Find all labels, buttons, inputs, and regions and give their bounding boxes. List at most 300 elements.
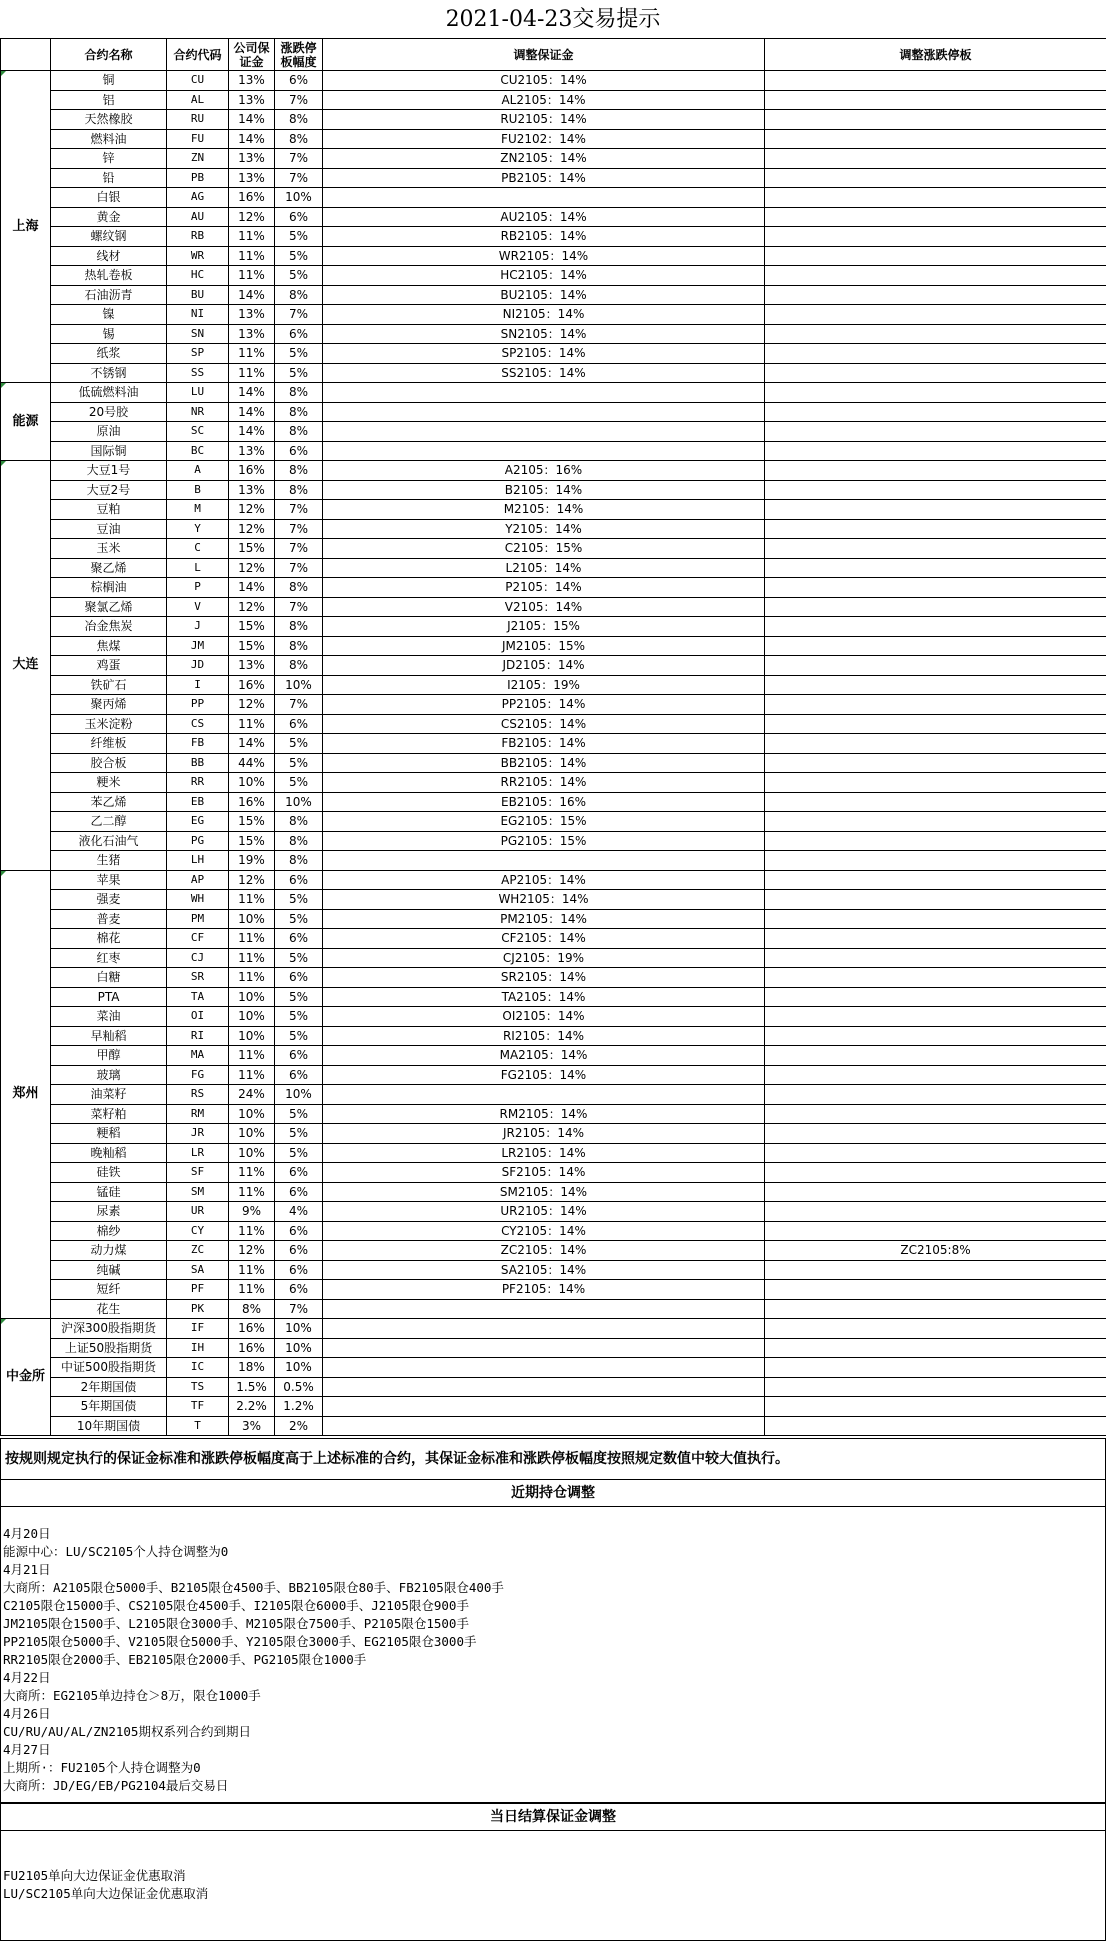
company-margin-cell: 13% xyxy=(229,71,275,91)
contract-name-cell: 聚乙烯 xyxy=(51,558,167,578)
contract-code-cell: LU xyxy=(167,383,229,403)
contract-code-cell: CF xyxy=(167,929,229,949)
company-margin-cell: 14% xyxy=(229,402,275,422)
adjusted-margin-cell: RU2105：14% xyxy=(323,110,765,130)
price-limit-cell: 5% xyxy=(275,1124,323,1144)
exchange-label: 郑州 xyxy=(12,1086,39,1102)
price-limit-cell: 7% xyxy=(275,539,323,559)
table-row xyxy=(1,324,1106,344)
company-margin-cell: 16% xyxy=(229,188,275,208)
contract-name-cell: 尿素 xyxy=(51,1202,167,1222)
table-row xyxy=(1,890,1106,910)
company-margin-cell: 13% xyxy=(229,441,275,461)
adjusted-margin-cell: I2105：19% xyxy=(323,675,765,695)
adjusted-margin-cell: FB2105：14% xyxy=(323,734,765,754)
adjusted-margin-cell: CY2105：14% xyxy=(323,1221,765,1241)
company-margin-cell: 11% xyxy=(229,227,275,247)
adjusted-margin-cell: A2105：16% xyxy=(323,461,765,481)
contract-code-cell: TF xyxy=(167,1397,229,1417)
table-row xyxy=(1,168,1106,188)
contract-code-cell: HC xyxy=(167,266,229,286)
adjusted-margin-cell: SP2105：14% xyxy=(323,344,765,364)
price-limit-cell: 5% xyxy=(275,753,323,773)
adjusted-margin-cell xyxy=(323,441,765,461)
adjusted-margin-cell xyxy=(323,402,765,422)
adjusted-limit-cell xyxy=(765,597,1106,617)
adjusted-limit-cell xyxy=(765,383,1106,403)
contract-code-cell: RU xyxy=(167,110,229,130)
company-margin-cell: 16% xyxy=(229,792,275,812)
position-note-line: 大商所：A2105限仓5000手、B2105限仓4500手、BB2105限仓80手、FB2105限仓400手 xyxy=(3,1580,504,1595)
adjusted-limit-cell xyxy=(765,1182,1106,1202)
adjusted-limit-cell xyxy=(765,207,1106,227)
company-margin-cell: 13% xyxy=(229,656,275,676)
exchange-cell xyxy=(1,71,51,383)
table-row xyxy=(1,734,1106,754)
adjusted-limit-cell xyxy=(765,909,1106,929)
contract-name-cell: 纤维板 xyxy=(51,734,167,754)
adjusted-limit-cell xyxy=(765,324,1106,344)
table-row xyxy=(1,987,1106,1007)
position-note-line: CU/RU/AU/AL/ZN2105期权系列合约到期日 xyxy=(3,1724,251,1739)
company-margin-cell: 12% xyxy=(229,597,275,617)
contract-name-cell: 螺纹钢 xyxy=(51,227,167,247)
contract-code-cell: BB xyxy=(167,753,229,773)
table-row xyxy=(1,1338,1106,1358)
contract-code-cell: IH xyxy=(167,1338,229,1358)
company-margin-cell: 16% xyxy=(229,461,275,481)
adjusted-limit-cell: ZC2105:8% xyxy=(765,1241,1106,1261)
price-limit-cell: 5% xyxy=(275,773,323,793)
company-margin-cell: 12% xyxy=(229,558,275,578)
contract-name-cell: 花生 xyxy=(51,1299,167,1319)
contract-code-cell: M xyxy=(167,500,229,520)
contract-name-cell: 棉花 xyxy=(51,929,167,949)
company-margin-cell: 19% xyxy=(229,851,275,871)
company-margin-cell: 11% xyxy=(229,363,275,383)
contract-name-cell: 粳米 xyxy=(51,773,167,793)
adjusted-margin-cell: ZN2105：14% xyxy=(323,149,765,169)
table-row xyxy=(1,1377,1106,1397)
price-limit-cell: 5% xyxy=(275,734,323,754)
contract-code-cell: JM xyxy=(167,636,229,656)
company-margin-cell: 12% xyxy=(229,695,275,715)
price-limit-cell: 5% xyxy=(275,344,323,364)
contract-code-cell: RM xyxy=(167,1104,229,1124)
adjusted-limit-cell xyxy=(765,558,1106,578)
adjusted-margin-cell: B2105：14% xyxy=(323,480,765,500)
table-row xyxy=(1,1065,1106,1085)
contract-code-cell: SA xyxy=(167,1260,229,1280)
table-row xyxy=(1,909,1106,929)
price-limit-cell: 6% xyxy=(275,714,323,734)
company-margin-cell: 15% xyxy=(229,617,275,637)
contract-code-cell: PB xyxy=(167,168,229,188)
contract-code-cell: BU xyxy=(167,285,229,305)
price-limit-cell: 7% xyxy=(275,168,323,188)
contract-code-cell: ZC xyxy=(167,1241,229,1261)
contract-code-cell: OI xyxy=(167,1007,229,1027)
table-row xyxy=(1,1163,1106,1183)
adjusted-margin-cell: CF2105：14% xyxy=(323,929,765,949)
table-row xyxy=(1,1046,1106,1066)
contract-name-cell: 菜油 xyxy=(51,1007,167,1027)
contract-name-cell: 液化石油气 xyxy=(51,831,167,851)
contract-name-cell: 纯碱 xyxy=(51,1260,167,1280)
adjusted-margin-cell xyxy=(323,1338,765,1358)
price-limit-cell: 6% xyxy=(275,1241,323,1261)
table-row xyxy=(1,870,1106,890)
company-margin-cell: 11% xyxy=(229,246,275,266)
price-limit-cell: 7% xyxy=(275,90,323,110)
adjusted-margin-cell xyxy=(323,1377,765,1397)
price-limit-cell: 5% xyxy=(275,363,323,383)
adjusted-margin-cell: RM2105：14% xyxy=(323,1104,765,1124)
adjusted-limit-cell xyxy=(765,539,1106,559)
table-row xyxy=(1,558,1106,578)
adjusted-limit-cell xyxy=(765,812,1106,832)
contract-code-cell: SR xyxy=(167,968,229,988)
adjusted-margin-cell: TA2105：14% xyxy=(323,987,765,1007)
adjusted-margin-cell: WR2105：14% xyxy=(323,246,765,266)
price-limit-cell: 1.2% xyxy=(275,1397,323,1417)
table-row xyxy=(1,344,1106,364)
table-row xyxy=(1,207,1106,227)
price-limit-cell: 5% xyxy=(275,266,323,286)
table-row xyxy=(1,968,1106,988)
company-margin-cell: 16% xyxy=(229,1338,275,1358)
adjusted-limit-cell xyxy=(765,1007,1106,1027)
table-row xyxy=(1,402,1106,422)
table-row xyxy=(1,539,1106,559)
position-note-line: 上期所·：FU2105个人持仓调整为0 xyxy=(3,1760,201,1775)
adjusted-limit-cell xyxy=(765,1338,1106,1358)
company-margin-cell: 15% xyxy=(229,636,275,656)
company-margin-cell: 18% xyxy=(229,1358,275,1378)
adjusted-limit-cell xyxy=(765,675,1106,695)
company-margin-cell: 10% xyxy=(229,1143,275,1163)
price-limit-cell: 6% xyxy=(275,441,323,461)
company-margin-cell: 13% xyxy=(229,305,275,325)
exchange-cell xyxy=(1,461,51,871)
adjusted-margin-cell: SR2105：14% xyxy=(323,968,765,988)
company-margin-cell: 13% xyxy=(229,149,275,169)
adjusted-limit-cell xyxy=(765,1299,1106,1319)
adjusted-limit-cell xyxy=(765,246,1106,266)
company-margin-cell: 11% xyxy=(229,266,275,286)
contract-name-cell: 不锈钢 xyxy=(51,363,167,383)
table-row xyxy=(1,1026,1106,1046)
contract-code-cell: J xyxy=(167,617,229,637)
settlement-section-body xyxy=(0,1831,1106,1941)
table-row xyxy=(1,1397,1106,1417)
adjusted-limit-cell xyxy=(765,714,1106,734)
price-limit-cell: 7% xyxy=(275,500,323,520)
contract-name-cell: 白银 xyxy=(51,188,167,208)
adjusted-limit-cell xyxy=(765,1065,1106,1085)
price-limit-cell: 6% xyxy=(275,1046,323,1066)
company-margin-cell: 15% xyxy=(229,812,275,832)
table-row xyxy=(1,1260,1106,1280)
table-row xyxy=(1,246,1106,266)
table-row xyxy=(1,1182,1106,1202)
company-margin-cell: 14% xyxy=(229,383,275,403)
contract-name-cell: 镍 xyxy=(51,305,167,325)
company-margin-cell: 14% xyxy=(229,110,275,130)
adjusted-limit-cell xyxy=(765,461,1106,481)
price-limit-cell: 8% xyxy=(275,402,323,422)
adjusted-margin-cell: CS2105：14% xyxy=(323,714,765,734)
company-margin-cell: 1.5% xyxy=(229,1377,275,1397)
price-limit-cell: 4% xyxy=(275,1202,323,1222)
contract-name-cell: 晚籼稻 xyxy=(51,1143,167,1163)
table-row xyxy=(1,71,1106,91)
contract-name-cell: 国际铜 xyxy=(51,441,167,461)
table-row xyxy=(1,812,1106,832)
adjusted-limit-cell xyxy=(765,1026,1106,1046)
contract-name-cell: 聚丙烯 xyxy=(51,695,167,715)
price-limit-cell: 7% xyxy=(275,695,323,715)
contract-name-cell: 鸡蛋 xyxy=(51,656,167,676)
table-body xyxy=(1,71,1106,1436)
cell-corner-marker xyxy=(1,71,6,76)
adjusted-margin-cell: RR2105：14% xyxy=(323,773,765,793)
adjusted-margin-cell: SF2105：14% xyxy=(323,1163,765,1183)
header-price-limit: 涨跌停板幅度 xyxy=(275,39,323,71)
contract-code-cell: SP xyxy=(167,344,229,364)
contract-code-cell: T xyxy=(167,1416,229,1436)
exchange-label: 能源 xyxy=(12,413,39,429)
contract-name-cell: 硅铁 xyxy=(51,1163,167,1183)
table-row xyxy=(1,636,1106,656)
header-adjusted-margin: 调整保证金 xyxy=(323,39,765,71)
table-row xyxy=(1,422,1106,442)
adjusted-margin-cell: HC2105：14% xyxy=(323,266,765,286)
adjusted-margin-cell xyxy=(323,1397,765,1417)
contract-code-cell: SF xyxy=(167,1163,229,1183)
adjusted-limit-cell xyxy=(765,1319,1106,1339)
exchange-label: 上海 xyxy=(12,218,39,234)
contract-code-cell: IC xyxy=(167,1358,229,1378)
adjusted-margin-cell: PP2105：14% xyxy=(323,695,765,715)
cell-corner-marker xyxy=(1,383,6,388)
exchange-label: 大连 xyxy=(12,657,39,673)
company-margin-cell: 9% xyxy=(229,1202,275,1222)
contract-name-cell: 纸浆 xyxy=(51,344,167,364)
company-margin-cell: 11% xyxy=(229,948,275,968)
adjusted-margin-cell xyxy=(323,1416,765,1436)
position-note-line: PP2105限仓5000手、V2105限仓5000手、Y2105限仓3000手、EG2105限仓3000手 xyxy=(3,1634,477,1649)
adjusted-limit-cell xyxy=(765,1260,1106,1280)
price-limit-cell: 5% xyxy=(275,1007,323,1027)
sheet-title: 2021-04-23交易提示 xyxy=(445,7,661,32)
company-margin-cell: 14% xyxy=(229,129,275,149)
adjusted-margin-cell: JM2105：15% xyxy=(323,636,765,656)
company-margin-cell: 12% xyxy=(229,519,275,539)
position-section-body xyxy=(0,1507,1106,1803)
price-limit-cell: 10% xyxy=(275,1085,323,1105)
contract-name-cell: 5年期国债 xyxy=(51,1397,167,1417)
contract-code-cell: FB xyxy=(167,734,229,754)
company-margin-cell: 14% xyxy=(229,285,275,305)
adjusted-limit-cell xyxy=(765,110,1106,130)
table-row xyxy=(1,383,1106,403)
contract-code-cell: V xyxy=(167,597,229,617)
table-row xyxy=(1,1416,1106,1436)
adjusted-margin-cell: SN2105：14% xyxy=(323,324,765,344)
header-adjusted-limit: 调整涨跌停板 xyxy=(765,39,1106,71)
company-margin-cell: 14% xyxy=(229,578,275,598)
contract-code-cell: LH xyxy=(167,851,229,871)
adjusted-limit-cell xyxy=(765,422,1106,442)
company-margin-cell: 12% xyxy=(229,500,275,520)
price-limit-cell: 6% xyxy=(275,324,323,344)
contract-code-cell: EB xyxy=(167,792,229,812)
table-row xyxy=(1,617,1106,637)
contract-name-cell: 红枣 xyxy=(51,948,167,968)
table-row xyxy=(1,441,1106,461)
table-row xyxy=(1,500,1106,520)
table-row xyxy=(1,1007,1106,1027)
adjusted-limit-cell xyxy=(765,1104,1106,1124)
company-margin-cell: 11% xyxy=(229,890,275,910)
adjusted-limit-cell xyxy=(765,773,1106,793)
contract-name-cell: 沪深300股指期货 xyxy=(51,1319,167,1339)
cell-corner-marker xyxy=(1,461,6,466)
contract-name-cell: 10年期国债 xyxy=(51,1416,167,1436)
adjusted-margin-cell: P2105：14% xyxy=(323,578,765,598)
contract-name-cell: 冶金焦炭 xyxy=(51,617,167,637)
price-limit-cell: 8% xyxy=(275,617,323,637)
price-limit-cell: 8% xyxy=(275,461,323,481)
margin-table xyxy=(0,38,1106,1436)
contract-name-cell: 玉米淀粉 xyxy=(51,714,167,734)
header-exchange xyxy=(1,39,51,71)
contract-name-cell: 原油 xyxy=(51,422,167,442)
company-margin-cell: 11% xyxy=(229,1280,275,1300)
contract-code-cell: TS xyxy=(167,1377,229,1397)
adjusted-limit-cell xyxy=(765,1397,1106,1417)
contract-name-cell: 燃料油 xyxy=(51,129,167,149)
contract-name-cell: 油菜籽 xyxy=(51,1085,167,1105)
price-limit-cell: 6% xyxy=(275,870,323,890)
adjusted-margin-cell: PG2105：15% xyxy=(323,831,765,851)
settlement-note-line xyxy=(3,1831,1105,1849)
price-limit-cell: 6% xyxy=(275,1280,323,1300)
adjusted-margin-cell: CJ2105：19% xyxy=(323,948,765,968)
company-margin-cell: 2.2% xyxy=(229,1397,275,1417)
table-row xyxy=(1,929,1106,949)
adjusted-limit-cell xyxy=(765,266,1106,286)
table-row xyxy=(1,110,1106,130)
company-margin-cell: 16% xyxy=(229,1319,275,1339)
contract-name-cell: 豆油 xyxy=(51,519,167,539)
company-margin-cell: 11% xyxy=(229,344,275,364)
price-limit-cell: 5% xyxy=(275,890,323,910)
position-note-line: 4月20日 xyxy=(3,1526,51,1541)
table-row xyxy=(1,1124,1106,1144)
company-margin-cell: 11% xyxy=(229,968,275,988)
adjusted-margin-cell xyxy=(323,1085,765,1105)
company-margin-cell: 10% xyxy=(229,773,275,793)
contract-name-cell: 黄金 xyxy=(51,207,167,227)
price-limit-cell: 7% xyxy=(275,519,323,539)
contract-code-cell: BC xyxy=(167,441,229,461)
company-margin-cell: 3% xyxy=(229,1416,275,1436)
price-limit-cell: 6% xyxy=(275,968,323,988)
price-limit-cell: 8% xyxy=(275,636,323,656)
adjusted-limit-cell xyxy=(765,578,1106,598)
price-limit-cell: 0.5% xyxy=(275,1377,323,1397)
table-row xyxy=(1,285,1106,305)
cell-corner-marker xyxy=(1,1319,6,1324)
table-row xyxy=(1,1104,1106,1124)
price-limit-cell: 5% xyxy=(275,948,323,968)
company-margin-cell: 10% xyxy=(229,1104,275,1124)
adjusted-margin-cell: EB2105：16% xyxy=(323,792,765,812)
price-limit-cell: 8% xyxy=(275,831,323,851)
adjusted-limit-cell xyxy=(765,1202,1106,1222)
position-note-line: 4月26日 xyxy=(3,1706,51,1721)
company-margin-cell: 13% xyxy=(229,90,275,110)
price-limit-cell: 8% xyxy=(275,285,323,305)
adjusted-margin-cell: PB2105：14% xyxy=(323,168,765,188)
contract-name-cell: 乙二醇 xyxy=(51,812,167,832)
contract-code-cell: EG xyxy=(167,812,229,832)
price-limit-cell: 6% xyxy=(275,1260,323,1280)
company-margin-cell: 44% xyxy=(229,753,275,773)
adjusted-limit-cell xyxy=(765,656,1106,676)
table-row xyxy=(1,675,1106,695)
company-margin-cell: 14% xyxy=(229,422,275,442)
price-limit-cell: 6% xyxy=(275,1221,323,1241)
contract-code-cell: I xyxy=(167,675,229,695)
adjusted-margin-cell: AL2105：14% xyxy=(323,90,765,110)
adjusted-limit-cell xyxy=(765,168,1106,188)
table-row xyxy=(1,1358,1106,1378)
company-margin-cell: 13% xyxy=(229,480,275,500)
price-limit-cell: 5% xyxy=(275,987,323,1007)
contract-code-cell: Y xyxy=(167,519,229,539)
price-limit-cell: 6% xyxy=(275,929,323,949)
contract-name-cell: 中证500股指期货 xyxy=(51,1358,167,1378)
table-row xyxy=(1,480,1106,500)
position-section-title: 近期持仓调整 xyxy=(0,1479,1106,1507)
price-limit-cell: 5% xyxy=(275,1143,323,1163)
adjusted-margin-cell: FU2102：14% xyxy=(323,129,765,149)
price-limit-cell: 10% xyxy=(275,1358,323,1378)
contract-code-cell: CS xyxy=(167,714,229,734)
adjusted-margin-cell: M2105：14% xyxy=(323,500,765,520)
company-margin-cell: 10% xyxy=(229,987,275,1007)
adjusted-limit-cell xyxy=(765,1358,1106,1378)
company-margin-cell: 10% xyxy=(229,1007,275,1027)
table-row xyxy=(1,461,1106,481)
contract-code-cell: IF xyxy=(167,1319,229,1339)
adjusted-margin-cell: JD2105：14% xyxy=(323,656,765,676)
adjusted-margin-cell: OI2105：14% xyxy=(323,1007,765,1027)
contract-code-cell: UR xyxy=(167,1202,229,1222)
adjusted-limit-cell xyxy=(765,344,1106,364)
adjusted-margin-cell: NI2105：14% xyxy=(323,305,765,325)
position-note-line: JM2105限仓1500手、L2105限仓3000手、M2105限仓7500手、P2105限仓1500手 xyxy=(3,1616,469,1631)
table-row xyxy=(1,1202,1106,1222)
adjusted-margin-cell: BU2105：14% xyxy=(323,285,765,305)
contract-code-cell: RS xyxy=(167,1085,229,1105)
contract-code-cell: SN xyxy=(167,324,229,344)
table-row xyxy=(1,695,1106,715)
adjusted-limit-cell xyxy=(765,870,1106,890)
